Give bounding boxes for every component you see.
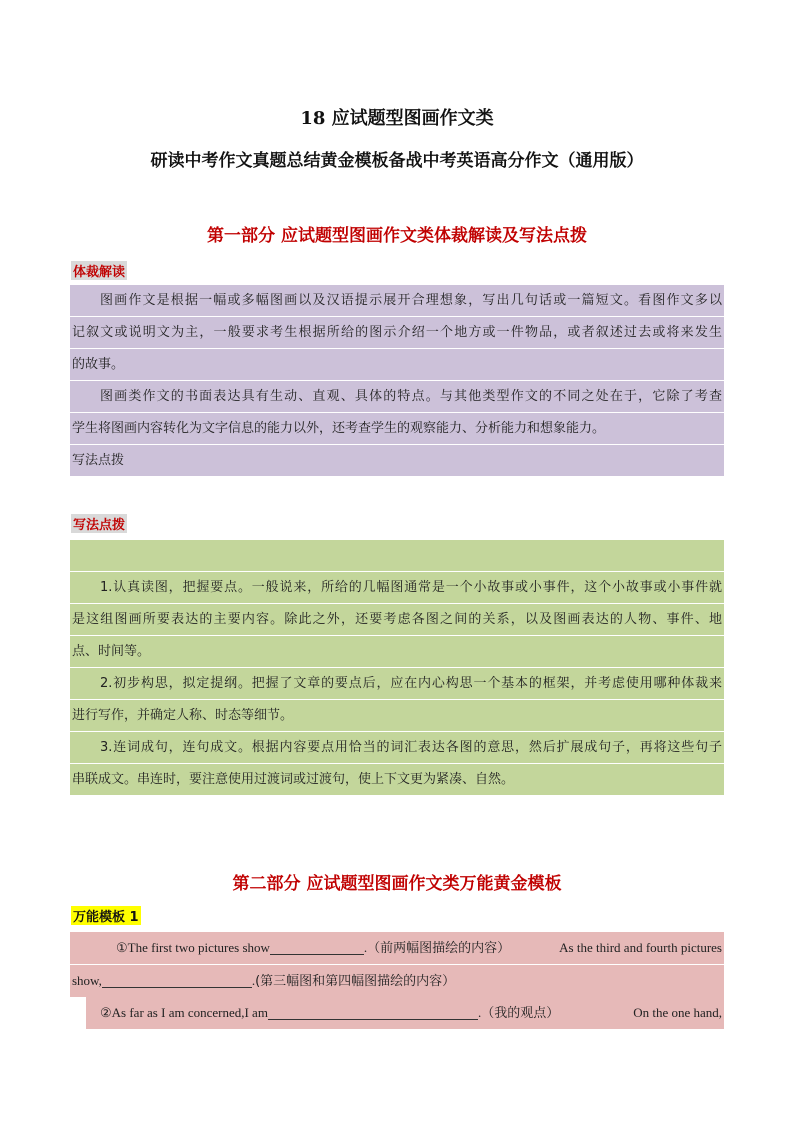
template-hint: (第三幅图和第四幅图描绘的内容） — [255, 974, 456, 989]
template-hint: （我的观点） — [481, 1006, 560, 1021]
part2-title: 第二部分 应试题型图画作文类万能黄金模板 — [232, 874, 562, 894]
template-line-1 — [70, 932, 724, 964]
answer-blank — [270, 938, 364, 955]
genre-line: 图画作文是根据一幅或多幅图画以及汉语提示展开合理想象，写出几句话或一篇短文。看图作文多以 — [70, 285, 724, 317]
answer-blank — [268, 1003, 478, 1020]
template-text: ①The first two pictures show — [116, 940, 270, 955]
document-subtitle: 研读中考作文真题总结黄金模板备战中考英语高分作文（通用版） — [150, 151, 644, 171]
template-text: ②As far as I am concerned,I am — [100, 1005, 268, 1020]
genre-line: 图画类作文的书面表达具有生动、直观、具体的特点。与其他类型作文的不同之处在于，它除了考查 — [70, 381, 724, 413]
tips-label: 写法点拨 — [71, 514, 127, 533]
genre-line: 记叙文或说明文为主，一般要求考生根据所给的图示介绍一个地方或一件物品，或者叙述过去或将来发生 — [70, 317, 724, 349]
tips-line: 1.认真读图，把握要点。一般说来，所给的几幅图通常是一个小故事或小事件，这个小故事或小事件就 — [70, 572, 724, 604]
template-hint: （前两幅图描绘的内容） — [367, 941, 511, 956]
tips-line: 点、时间等。 — [70, 636, 724, 668]
answer-blank — [102, 971, 252, 988]
template-text: On the one hand, — [633, 1005, 722, 1020]
template-label: 万能模板 1 — [71, 906, 141, 925]
template-text: show, — [72, 973, 102, 988]
tips-box — [70, 540, 724, 796]
tips-line: 3.连词成句，连句成文。根据内容要点用恰当的词汇表达各图的意思，然后扩展成句子，再将这些句子 — [70, 732, 724, 764]
tips-line: 2.初步构思，拟定提纲。把握了文章的要点后，应在内心构思一个基本的框架，并考虑使用哪种体裁来 — [70, 668, 724, 700]
genre-label: 体裁解读 — [71, 261, 127, 280]
part1-title: 第一部分 应试题型图画作文类体裁解读及写法点拨 — [207, 226, 587, 246]
genre-line: 的故事。 — [70, 349, 724, 381]
tips-line: 串联成文。串连时，要注意使用过渡词或过渡句，使上下文更为紧凑、自然。 — [70, 764, 724, 796]
tips-line: 是这组图画所要表达的主要内容。除此之外，还要考虑各图之间的关系，以及图画表达的人物、事件、地 — [70, 604, 724, 636]
genre-line: 学生将图画内容转化为文字信息的能力以外，还考查学生的观察能力、分析能力和想象能力。 — [70, 413, 724, 445]
template-text: . — [251, 973, 256, 988]
document-title: 18 应试题型图画作文类 — [300, 108, 494, 129]
template-text: As the third and fourth pictures — [559, 940, 722, 955]
tips-line — [70, 540, 724, 572]
template-text: . — [477, 1005, 482, 1020]
genre-box — [70, 285, 724, 477]
genre-line: 写法点拨 — [70, 445, 724, 477]
template-line-3 — [86, 997, 724, 1029]
tips-line: 进行写作，并确定人称、时态等细节。 — [70, 700, 724, 732]
template-text: . — [363, 940, 368, 955]
template-line-2 — [70, 965, 724, 997]
